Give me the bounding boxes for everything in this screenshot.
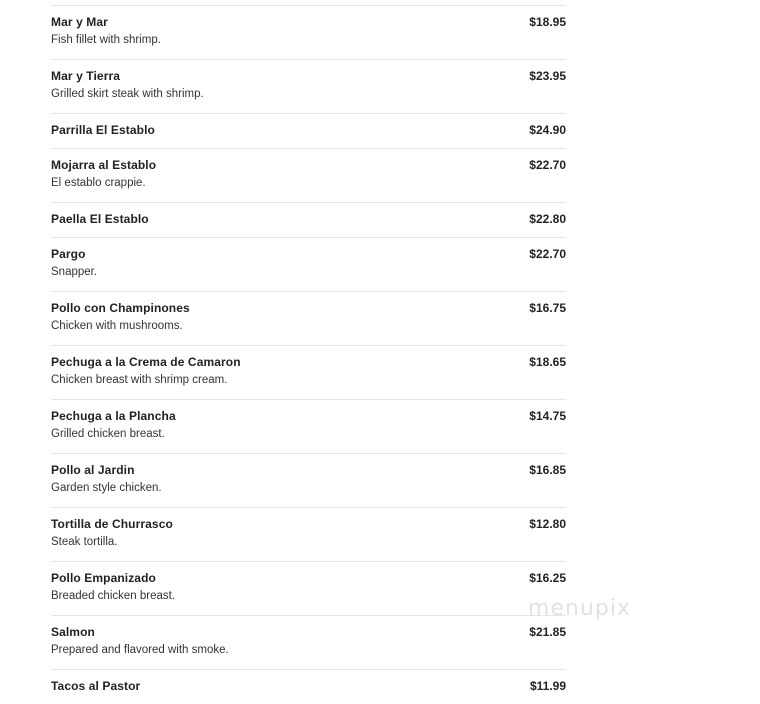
item-name: Pollo al Jardin <box>51 463 135 477</box>
item-name: Pollo Empanizado <box>51 571 156 585</box>
item-name: Mar y Tierra <box>51 69 121 83</box>
item-name: Tortilla de Churrasco <box>51 517 173 531</box>
menu-item <box>51 59 566 113</box>
menu-item <box>51 5 566 59</box>
menu-item <box>51 345 566 399</box>
item-price: $16.25 <box>529 571 566 585</box>
item-name: Parrilla El Establo <box>51 123 155 137</box>
menu-item <box>51 113 566 148</box>
item-description: Prepared and flavored with smoke. <box>51 644 229 656</box>
item-description: Breaded chicken breast. <box>51 590 176 602</box>
menu-item <box>51 202 566 237</box>
item-price: $16.75 <box>529 301 566 315</box>
item-name: Paella El Establo <box>51 212 149 226</box>
item-price: $18.65 <box>529 355 566 369</box>
item-name: Salmon <box>51 625 95 639</box>
item-description: Garden style chicken. <box>51 482 162 494</box>
item-description: Snapper. <box>51 266 98 278</box>
item-price: $18.95 <box>529 15 566 29</box>
menu-item <box>51 291 566 345</box>
item-name: Pechuga a la Plancha <box>51 409 176 423</box>
item-price: $11.99 <box>529 679 566 693</box>
item-description: Chicken breast with shrimp cream. <box>51 374 228 386</box>
item-description: Grilled chicken breast. <box>51 428 165 440</box>
item-description: Steak tortilla. <box>51 536 118 548</box>
item-price: $12.80 <box>529 517 566 531</box>
item-name: Tacos al Pastor <box>51 679 141 693</box>
item-price: $22.80 <box>529 212 566 226</box>
item-description: El establo crappie. <box>51 177 146 189</box>
item-price: $24.90 <box>529 123 566 137</box>
item-name: Mar y Mar <box>51 15 108 29</box>
menu-item <box>51 669 566 704</box>
menu-item <box>51 453 566 507</box>
item-name: Pechuga a la Crema de Camaron <box>51 355 241 369</box>
item-name: Mojarra al Establo <box>51 158 157 172</box>
menu-item <box>51 148 566 202</box>
item-description: Grilled skirt steak with shrimp. <box>51 88 204 100</box>
item-price: $22.70 <box>529 247 566 261</box>
item-price: $23.95 <box>529 69 566 83</box>
menu-list <box>51 5 566 704</box>
item-name: Pollo con Champinones <box>51 301 190 315</box>
item-price: $16.85 <box>529 463 566 477</box>
menu-item <box>51 399 566 453</box>
item-name: Pargo <box>51 247 86 261</box>
item-price: $14.75 <box>529 409 566 423</box>
menu-item <box>51 561 566 615</box>
item-description: Fish fillet with shrimp. <box>51 34 161 46</box>
menu-item <box>51 615 566 669</box>
item-description: Chicken with mushrooms. <box>51 320 183 332</box>
item-price: $22.70 <box>529 158 566 172</box>
item-price: $21.85 <box>529 625 566 639</box>
menu-item <box>51 237 566 291</box>
menu-item <box>51 507 566 561</box>
watermark-logo: menupix <box>528 596 631 621</box>
